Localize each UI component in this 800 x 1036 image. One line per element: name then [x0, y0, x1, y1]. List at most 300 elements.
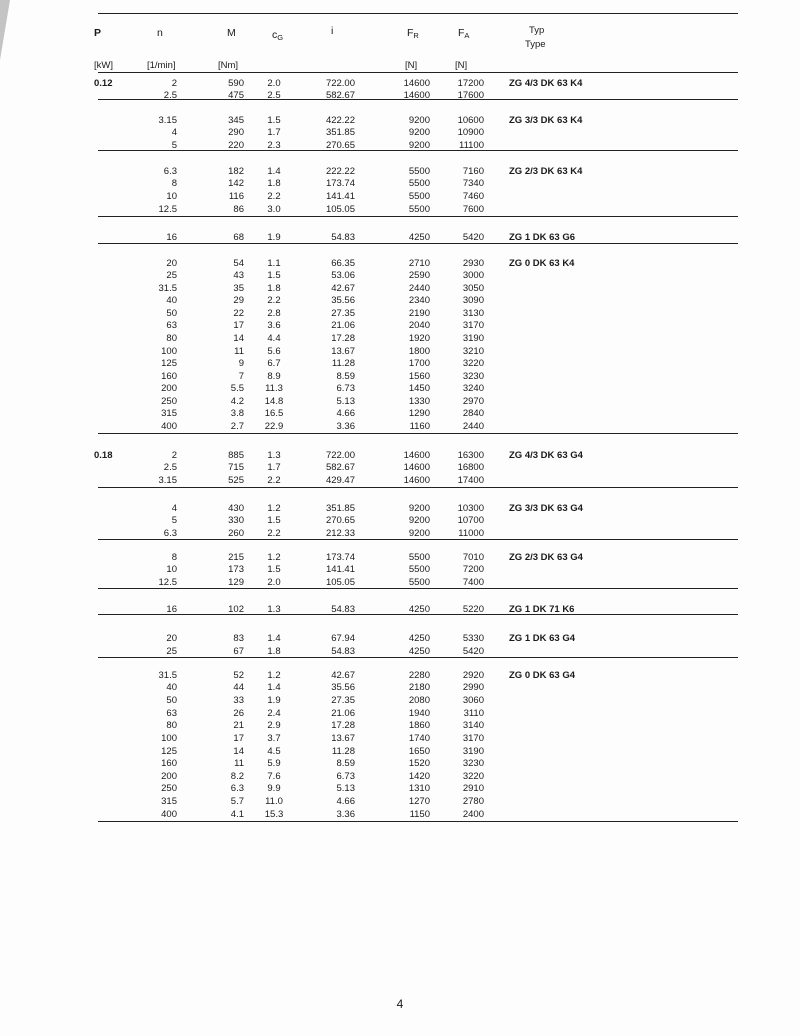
radial-force-cell: 4250: [408, 232, 430, 243]
torque-cell: 182: [228, 166, 244, 177]
radial-force-cell: 1940: [408, 708, 430, 719]
speed-cell: 5: [171, 515, 177, 526]
ratio-cell: 3.36: [336, 809, 355, 820]
radial-force-cell: 14600: [403, 90, 430, 101]
service-factor-cell: 1.7: [267, 462, 281, 473]
group-divider: [98, 243, 738, 244]
axial-force-cell: 3220: [462, 771, 484, 782]
gear-type-label: ZG 4/3 DK 63 K4: [509, 78, 583, 89]
group-divider: [98, 614, 738, 615]
radial-force-cell: 4250: [408, 646, 430, 657]
radial-force-cell: 14600: [403, 462, 430, 473]
speed-cell: 200: [161, 771, 177, 782]
group-divider: [98, 588, 738, 589]
torque-cell: 29: [233, 295, 244, 306]
axial-force-cell: 3140: [462, 720, 484, 731]
speed-cell: 8: [171, 178, 177, 189]
speed-cell: 250: [161, 783, 177, 794]
torque-cell: 14: [233, 746, 244, 757]
axial-force-cell: 7160: [462, 166, 484, 177]
ratio-cell: 42.67: [331, 283, 355, 294]
axial-force-cell: 3110: [463, 708, 484, 719]
axial-force-cell: 3240: [462, 383, 484, 394]
service-factor-cell: 1.3: [267, 604, 281, 615]
torque-cell: 7: [238, 371, 244, 382]
torque-cell: 525: [228, 475, 244, 486]
ratio-cell: 21.06: [331, 320, 355, 331]
ratio-cell: 17.28: [331, 720, 355, 731]
service-factor-cell: 2.0: [267, 78, 281, 89]
torque-cell: 83: [233, 633, 244, 644]
torque-cell: 142: [228, 178, 244, 189]
ratio-cell: 11.28: [331, 746, 355, 757]
radial-force-cell: 2180: [408, 682, 430, 693]
group-divider: [98, 99, 738, 100]
service-factor-cell: 4.5: [267, 746, 281, 757]
axial-force-cell: 3060: [462, 695, 484, 706]
ratio-cell: 3.36: [336, 421, 355, 432]
speed-cell: 2: [171, 450, 177, 461]
ratio-cell: 6.73: [336, 771, 355, 782]
ratio-cell: 27.35: [331, 308, 355, 319]
torque-cell: 715: [228, 462, 244, 473]
gear-type-label: ZG 3/3 DK 63 G4: [509, 503, 583, 514]
service-factor-cell: 3.0: [267, 204, 281, 215]
axial-force-cell: 2970: [462, 396, 484, 407]
ratio-cell: 141.41: [325, 191, 355, 202]
radial-force-cell: 1330: [408, 396, 430, 407]
speed-cell: 63: [166, 320, 177, 331]
torque-cell: 33: [233, 695, 244, 706]
torque-cell: 52: [233, 670, 244, 681]
radial-force-cell: 1270: [408, 796, 430, 807]
radial-force-cell: 1650: [408, 746, 430, 757]
service-factor-cell: 1.5: [267, 564, 281, 575]
radial-force-cell: 1420: [408, 771, 430, 782]
service-factor-cell: 2.5: [267, 90, 281, 101]
torque-cell: 102: [228, 604, 244, 615]
header-p: P: [94, 27, 102, 39]
service-factor-cell: 1.4: [267, 166, 281, 177]
ratio-cell: 35.56: [331, 682, 355, 693]
radial-force-cell: 1920: [408, 333, 430, 344]
speed-cell: 2.5: [163, 90, 177, 101]
speed-cell: 2: [171, 78, 177, 89]
torque-cell: 43: [233, 270, 244, 281]
gear-type-label: ZG 0 DK 63 K4: [509, 258, 575, 269]
axial-force-cell: 2840: [462, 408, 484, 419]
torque-cell: 5.7: [230, 796, 244, 807]
radial-force-cell: 1150: [409, 809, 430, 820]
speed-cell: 160: [161, 371, 177, 382]
service-factor-cell: 7.6: [267, 771, 281, 782]
axial-force-cell: 3170: [462, 320, 484, 331]
service-factor-cell: 9.9: [267, 783, 281, 794]
speed-cell: 6.3: [163, 528, 177, 539]
service-factor-cell: 1.5: [267, 515, 281, 526]
torque-cell: 35: [233, 283, 244, 294]
torque-cell: 3.8: [230, 408, 244, 419]
service-factor-cell: 1.4: [267, 682, 281, 693]
axial-force-cell: 2930: [462, 258, 484, 269]
axial-force-cell: 7340: [462, 178, 484, 189]
ratio-cell: 4.66: [336, 796, 355, 807]
service-factor-cell: 15.3: [264, 809, 284, 820]
radial-force-cell: 9200: [408, 528, 430, 539]
service-factor-cell: 2.2: [267, 191, 281, 202]
speed-cell: 50: [166, 695, 177, 706]
ratio-cell: 222.22: [325, 166, 355, 177]
ratio-cell: 66.35: [331, 258, 355, 269]
torque-cell: 430: [228, 503, 244, 514]
axial-force-cell: 2440: [462, 421, 484, 432]
axial-force-cell: 3230: [462, 758, 484, 769]
torque-cell: 68: [233, 232, 244, 243]
header-rule: [98, 13, 738, 14]
service-factor-cell: 11.3: [265, 383, 283, 394]
radial-force-cell: 1520: [408, 758, 430, 769]
torque-cell: 260: [228, 528, 244, 539]
speed-cell: 12.5: [158, 204, 177, 215]
axial-force-cell: 3230: [462, 371, 484, 382]
axial-force-cell: 3000: [462, 270, 484, 281]
torque-cell: 129: [228, 577, 244, 588]
radial-force-cell: 5500: [408, 552, 430, 563]
units-rule: [98, 72, 738, 73]
speed-cell: 400: [161, 809, 177, 820]
group-divider: [98, 433, 738, 434]
gear-type-label: ZG 1 DK 71 K6: [509, 604, 575, 615]
ratio-cell: 35.56: [331, 295, 355, 306]
radial-force-cell: 14600: [403, 78, 430, 89]
gear-type-label: ZG 4/3 DK 63 G4: [509, 450, 583, 461]
axial-force-cell: 3130: [462, 308, 484, 319]
speed-cell: 100: [161, 733, 177, 744]
torque-cell: 17: [233, 320, 244, 331]
service-factor-cell: 3.7: [267, 733, 281, 744]
radial-force-cell: 9200: [408, 140, 430, 151]
gear-type-label: ZG 1 DK 63 G4: [509, 633, 575, 644]
axial-force-cell: 2400: [462, 809, 484, 820]
service-factor-cell: 1.2: [267, 670, 281, 681]
axial-force-cell: 5420: [462, 232, 484, 243]
axial-force-cell: 2920: [462, 670, 484, 681]
radial-force-cell: 5500: [408, 166, 430, 177]
ratio-cell: 270.65: [325, 515, 355, 526]
torque-cell: 220: [228, 140, 244, 151]
axial-force-cell: 7200: [462, 564, 484, 575]
ratio-cell: 270.65: [325, 140, 355, 151]
speed-cell: 250: [161, 396, 177, 407]
speed-cell: 20: [166, 633, 177, 644]
axial-force-cell: 7600: [462, 204, 484, 215]
ratio-cell: 6.73: [336, 383, 355, 394]
gear-type-label: ZG 3/3 DK 63 K4: [509, 115, 583, 126]
speed-cell: 2.5: [163, 462, 177, 473]
radial-force-cell: 4250: [408, 633, 430, 644]
ratio-cell: 5.13: [336, 396, 355, 407]
ratio-cell: 422.22: [325, 115, 355, 126]
axial-force-cell: 2910: [462, 783, 484, 794]
unit-fr: [N]: [405, 60, 418, 71]
speed-cell: 31.5: [158, 283, 177, 294]
torque-cell: 345: [228, 115, 244, 126]
speed-cell: 80: [166, 333, 177, 344]
radial-force-cell: 14600: [403, 475, 430, 486]
radial-force-cell: 1290: [408, 408, 430, 419]
speed-cell: 8: [171, 552, 177, 563]
ratio-cell: 11.28: [331, 358, 355, 369]
torque-cell: 86: [233, 204, 244, 215]
radial-force-cell: 2190: [408, 308, 430, 319]
service-factor-cell: 1.8: [267, 178, 281, 189]
speed-cell: 315: [161, 796, 177, 807]
speed-cell: 40: [166, 295, 177, 306]
ratio-cell: 582.67: [325, 462, 355, 473]
service-factor-cell: 1.9: [267, 232, 281, 243]
torque-cell: 11: [234, 758, 244, 769]
ratio-cell: 173.74: [325, 178, 355, 189]
torque-cell: 590: [228, 78, 244, 89]
axial-force-cell: 17200: [457, 78, 484, 89]
radial-force-cell: 2040: [408, 320, 430, 331]
service-factor-cell: 2.2: [267, 295, 281, 306]
ratio-cell: 8.59: [336, 371, 355, 382]
radial-force-cell: 1560: [408, 371, 430, 382]
ratio-cell: 17.28: [331, 333, 355, 344]
service-factor-cell: 2.9: [267, 720, 281, 731]
service-factor-cell: 1.1: [267, 258, 281, 269]
service-factor-cell: 1.7: [267, 127, 281, 138]
axial-force-cell: 17400: [457, 475, 484, 486]
torque-cell: 8.2: [230, 771, 244, 782]
torque-cell: 5.5: [230, 383, 244, 394]
radial-force-cell: 9200: [408, 115, 430, 126]
axial-force-cell: 3050: [462, 283, 484, 294]
speed-cell: 100: [161, 346, 177, 357]
axial-force-cell: 10600: [457, 115, 484, 126]
ratio-cell: 5.13: [336, 783, 355, 794]
torque-cell: 17: [233, 733, 244, 744]
ratio-cell: 429.47: [325, 475, 355, 486]
group-divider: [98, 487, 738, 488]
page-corner-fold: [0, 0, 10, 60]
ratio-cell: 53.06: [331, 270, 355, 281]
speed-cell: 5: [171, 140, 177, 151]
group-divider: [98, 821, 738, 822]
radial-force-cell: 5500: [408, 178, 430, 189]
service-factor-cell: 1.4: [267, 633, 281, 644]
torque-cell: 6.3: [230, 783, 244, 794]
speed-cell: 50: [166, 308, 177, 319]
speed-cell: 80: [166, 720, 177, 731]
header-fr: $F_R$: [407, 27, 419, 40]
service-factor-cell: 2.4: [267, 708, 281, 719]
unit-n: [1/min]: [147, 60, 176, 71]
service-factor-cell: 14.8: [264, 396, 284, 407]
torque-cell: 26: [233, 708, 244, 719]
axial-force-cell: 3090: [462, 295, 484, 306]
header-m: M: [227, 27, 236, 39]
radial-force-cell: 1800: [408, 346, 430, 357]
ratio-cell: 722.00: [325, 78, 355, 89]
service-factor-cell: 2.8: [267, 308, 281, 319]
service-factor-cell: 1.2: [267, 503, 281, 514]
ratio-cell: 351.85: [325, 127, 355, 138]
service-factor-cell: 1.9: [267, 695, 281, 706]
ratio-cell: 67.94: [331, 633, 355, 644]
radial-force-cell: 2440: [408, 283, 430, 294]
torque-cell: 116: [228, 191, 244, 202]
axial-force-cell: 10300: [457, 503, 484, 514]
service-factor-cell: 16.5: [264, 408, 284, 419]
radial-force-cell: 2710: [408, 258, 430, 269]
axial-force-cell: 10700: [457, 515, 484, 526]
page-number: 4: [396, 997, 404, 1011]
speed-cell: 25: [166, 646, 177, 657]
speed-cell: 3.15: [158, 475, 177, 486]
power-value: 0.18: [94, 450, 113, 461]
torque-cell: 67: [233, 646, 244, 657]
radial-force-cell: 2590: [408, 270, 430, 281]
torque-cell: 4.1: [230, 809, 244, 820]
service-factor-cell: 1.5: [267, 270, 281, 281]
radial-force-cell: 1740: [408, 733, 430, 744]
service-factor-cell: 1.8: [267, 283, 281, 294]
axial-force-cell: 3210: [462, 346, 484, 357]
service-factor-cell: 1.5: [267, 115, 281, 126]
axial-force-cell: 11000: [458, 528, 484, 539]
header-typ: Typ: [529, 25, 545, 36]
ratio-cell: 54.83: [331, 232, 355, 243]
ratio-cell: 27.35: [331, 695, 355, 706]
group-divider: [98, 539, 738, 540]
torque-cell: 173: [228, 564, 244, 575]
ratio-cell: 13.67: [331, 733, 355, 744]
speed-cell: 200: [161, 383, 177, 394]
radial-force-cell: 2080: [408, 695, 430, 706]
torque-cell: 215: [228, 552, 244, 563]
service-factor-cell: 22.9: [264, 421, 284, 432]
service-factor-cell: 8.9: [267, 371, 281, 382]
radial-force-cell: 1860: [408, 720, 430, 731]
service-factor-cell: 4.4: [267, 333, 281, 344]
service-factor-cell: 2.2: [267, 475, 281, 486]
radial-force-cell: 14600: [403, 450, 430, 461]
ratio-cell: 54.83: [331, 646, 355, 657]
speed-cell: 4: [171, 503, 177, 514]
torque-cell: 11: [234, 346, 244, 357]
group-divider: [98, 657, 738, 658]
torque-cell: 14: [233, 333, 244, 344]
speed-cell: 16: [166, 604, 177, 615]
service-factor-cell: 6.7: [267, 358, 281, 369]
radial-force-cell: 5500: [408, 191, 430, 202]
ratio-cell: 8.59: [336, 758, 355, 769]
header-fa: $F_A$: [458, 27, 470, 40]
torque-cell: 54: [233, 258, 244, 269]
ratio-cell: 13.67: [331, 346, 355, 357]
axial-force-cell: 16800: [457, 462, 484, 473]
gear-type-label: ZG 2/3 DK 63 K4: [509, 166, 583, 177]
ratio-cell: 212.33: [325, 528, 355, 539]
service-factor-cell: 1.2: [267, 552, 281, 563]
torque-cell: 885: [228, 450, 244, 461]
axial-force-cell: 7460: [462, 191, 484, 202]
speed-cell: 160: [161, 758, 177, 769]
speed-cell: 25: [166, 270, 177, 281]
axial-force-cell: 16300: [457, 450, 484, 461]
service-factor-cell: 2.2: [267, 528, 281, 539]
torque-cell: 22: [233, 308, 244, 319]
gear-type-label: ZG 1 DK 63 G6: [509, 232, 575, 243]
speed-cell: 400: [161, 421, 177, 432]
ratio-cell: 42.67: [331, 670, 355, 681]
torque-cell: 2.7: [230, 421, 244, 432]
axial-force-cell: 7010: [462, 552, 484, 563]
ratio-cell: 105.05: [325, 577, 355, 588]
axial-force-cell: 17600: [457, 90, 484, 101]
service-factor-cell: 1.3: [267, 450, 281, 461]
speed-cell: 12.5: [158, 577, 177, 588]
service-factor-cell: 2.0: [267, 577, 281, 588]
radial-force-cell: 5500: [408, 204, 430, 215]
torque-cell: 290: [228, 127, 244, 138]
radial-force-cell: 5500: [408, 564, 430, 575]
group-divider: [98, 216, 738, 217]
axial-force-cell: 3190: [462, 333, 484, 344]
radial-force-cell: 1310: [408, 783, 430, 794]
speed-cell: 63: [166, 708, 177, 719]
header-cg: $c_G$: [272, 29, 284, 42]
speed-cell: 16: [166, 232, 177, 243]
axial-force-cell: 3220: [462, 358, 484, 369]
service-factor-cell: 5.9: [267, 758, 281, 769]
radial-force-cell: 2280: [408, 670, 430, 681]
speed-cell: 3.15: [158, 115, 177, 126]
ratio-cell: 21.06: [331, 708, 355, 719]
speed-cell: 40: [166, 682, 177, 693]
speed-cell: 10: [166, 191, 177, 202]
radial-force-cell: 1700: [408, 358, 430, 369]
axial-force-cell: 2990: [462, 682, 484, 693]
service-factor-cell: 2.3: [267, 140, 281, 151]
header-n: n: [157, 27, 163, 39]
speed-cell: 4: [171, 127, 177, 138]
torque-cell: 9: [238, 358, 244, 369]
header-type: Type: [525, 39, 546, 50]
axial-force-cell: 5330: [462, 633, 484, 644]
radial-force-cell: 9200: [408, 515, 430, 526]
axial-force-cell: 11100: [458, 140, 484, 151]
torque-cell: 4.2: [230, 396, 244, 407]
ratio-cell: 4.66: [336, 408, 355, 419]
axial-force-cell: 2780: [462, 796, 484, 807]
torque-cell: 21: [233, 720, 244, 731]
ratio-cell: 141.41: [325, 564, 355, 575]
gear-type-label: ZG 0 DK 63 G4: [509, 670, 575, 681]
speed-cell: 31.5: [158, 670, 177, 681]
service-factor-cell: 1.8: [267, 646, 281, 657]
power-value: 0.12: [94, 78, 113, 89]
speed-cell: 125: [161, 358, 177, 369]
radial-force-cell: 1160: [409, 421, 430, 432]
torque-cell: 44: [233, 682, 244, 693]
service-factor-cell: 3.6: [267, 320, 281, 331]
radial-force-cell: 5500: [408, 577, 430, 588]
radial-force-cell: 4250: [408, 604, 430, 615]
torque-cell: 475: [228, 90, 244, 101]
